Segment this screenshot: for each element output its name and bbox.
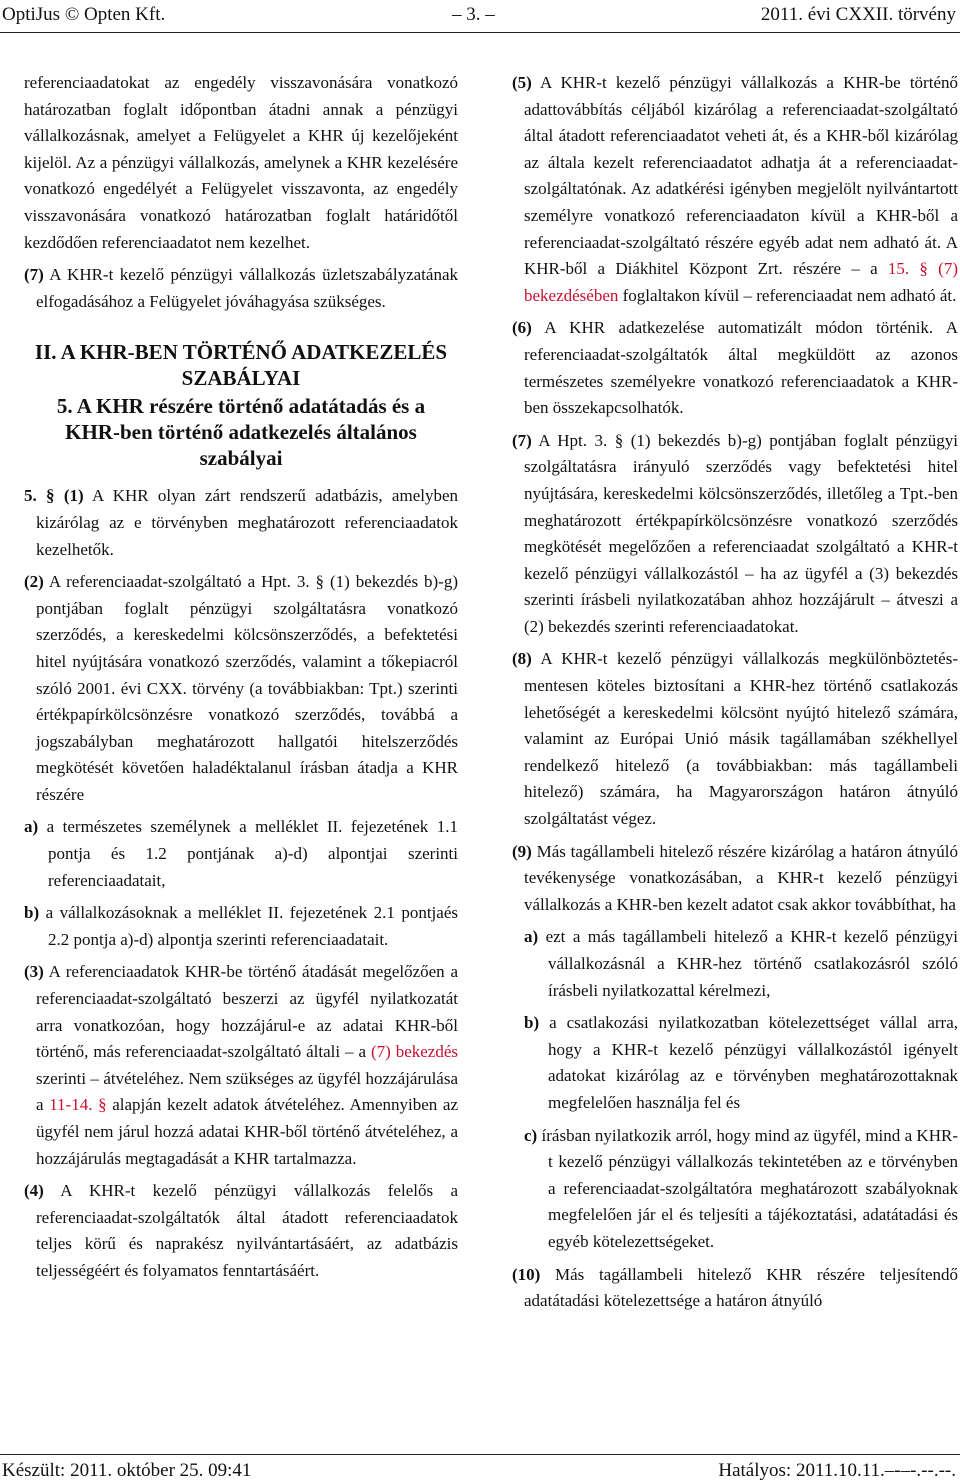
chapter-title — [24, 339, 458, 391]
para-text: A referenciaadatok KHR-be történő átadását megelőzően a referenciaadat-szolgáltató beszerzi az ügyfél nyilatkozatát arra vonatkozóan, hogy hozzájárul-e az adatai KHR-ből történő, más referenciaadat-szolgáltató általi – a — [36, 962, 458, 1062]
section-5-para-1 — [24, 483, 458, 563]
footer-rule — [0, 1454, 960, 1455]
para-text: A referenciaadat-szolgáltató a Hpt. 3. § (1) bekezdés b)-g) pontjában foglalt pénzügyi szolgáltatásra vonatkozó szerződés, a kereskedelmi kölcsönszerződés, a befektetési hitel nyújtására vonatkozó szerződés, valamint a tőkepiacról szóló 2001. évi CXX. törvény (a továbbiakban: Tpt.) szerinti értékpapírkölcsönzésre vonatkozó szerződés, továbbá a jogszabályban meghatározott hallgatói hitelszerződés megkötését követően haladéktalanul írásban átadja a KHR részére — [36, 572, 458, 804]
footer-effective: Hatályos: 2011.10.11.–-–-.--.--. — [718, 1460, 956, 1481]
para-text: Más tagállambeli hitelező részére kizárólag a határon átnyúló tevékenysége vonatkozásában, a KHR-t kezelő pénzügyi vállalkozás a KHR-ben kezelt adatot csak akkor továbbíthat, ha — [524, 841, 958, 914]
point-label: a) — [524, 927, 539, 947]
header-law-title: 2011. évi CXXII. törvény — [760, 4, 956, 25]
point-label: c) — [524, 1125, 538, 1145]
section-5-para-8 — [512, 646, 958, 832]
para-number: (4) — [24, 1181, 44, 1201]
para-number: (5) — [512, 73, 532, 92]
header-publisher: OptiJus © Opten Kft. — [2, 4, 166, 25]
point-text: írásban nyilatkozik arról, hogy mind az ügyfél, mind a KHR-t kezelő pénzügyi vállalkozás tekintetében az e törvényben a referenciaadat-szolgáltatóra meghatározott szabályoknak megfelelően jár el és teljesíti a tájékoztatási, adatátadási és egyéb kötelezettségeket. — [537, 1125, 958, 1251]
chapter-line-2: SZABÁLYAI — [181, 366, 301, 391]
right-column — [512, 70, 958, 1321]
para-text: A KHR-t kezelő pénzügyi vállalkozás a KHR-be történő adattovábbítás céljából kizárólag a referenciaadat-szolgáltató által átadott referenciaadatot veheti át, és a KHR-ből kizárólag az általa kezelt referenciaadatot adhatja át a referenciaadat-szolgáltatónak. Az adatkérési igényben megjelölt nyilvántartott személyre vonatkozó referenciaadaton kívül a KHR-ből a referenciaadat-szolgáltató részére egyéb adat nem adható át. A KHR-ből a Diákhitel Központ Zrt. részére – a — [524, 73, 958, 279]
point-b — [512, 1010, 958, 1116]
header-rule — [0, 32, 960, 33]
section-5-para-3 — [24, 959, 458, 1172]
section-5-para-9 — [512, 839, 958, 919]
para-text: A KHR-t kezelő pénzügyi vállalkozás üzletszabályzatának elfogadásához a Felügyelet jóváhagyása szükséges. — [36, 265, 458, 311]
para-number: (3) — [24, 962, 44, 982]
para-number: (6) — [512, 318, 532, 338]
para-text: Más tagállambeli hitelező KHR részére teljesítendő adatátadási kötelezettsége a határon átnyúló — [524, 1264, 958, 1311]
para-number: (8) — [512, 649, 532, 669]
para-text: A KHR-t kezelő pénzügyi vállalkozás megkülönböztetés-mentesen köteles biztosítani a KHR-hez történő csatlakozás lehetőségét a kereskedelmi kölcsönt nyújtó hitelező számára, valamint az Európai Unió másik tagállamában székhellyel rendelkező hitelező (a továbbiakban: más tagállambeli hitelező) számára, ha Magyarországon határon átnyúló szolgáltatást végez. — [524, 649, 958, 829]
footer-created: Készült: 2011. október 25. 09:41 — [2, 1460, 252, 1481]
point-a — [24, 814, 458, 894]
point-text: ezt a más tagállambeli hitelező a KHR-t kezelő pénzügyi vállalkozásnál a KHR-hez történő csatlakozásról szóló írásbeli nyilatkozattal kérelmezi, — [538, 927, 958, 1000]
chapter-line-1: II. A KHR-BEN TÖRTÉNŐ ADATKEZELÉS — [34, 340, 448, 365]
page-header — [0, 4, 960, 30]
point-c — [512, 1123, 958, 1256]
point-b — [24, 900, 458, 953]
cross-reference-link[interactable]: (7) bekezdés — [370, 1042, 459, 1062]
section-5-para-10 — [512, 1262, 958, 1315]
para-number: (9) — [512, 841, 532, 861]
header-page-number: – 3. – — [452, 4, 495, 25]
para-text: alapján kezelt adatok átvételéhez. Amennyiben az ügyfél nem járul hozzá adatai KHR-ből történő átvételéhez, a hozzájárulás megtagadását a KHR tartalmazza. — [36, 1095, 459, 1168]
point-label: b) — [24, 903, 40, 923]
point-label: a) — [24, 817, 39, 837]
point-text: a természetes személynek a melléklet II. fejezetének 1.1 pontja és 1.2 pontjának a)-d) alpontjai szerinti referenciaadatait, — [38, 817, 458, 890]
para-number: 5. § (1) — [24, 486, 84, 506]
para-text: A Hpt. 3. § (1) bekezdés b)-g) pontjában foglalt pénzügyi szolgáltatásra irányuló szerződés vagy befektetési hitel nyújtására, kereskedelmi kölcsönszerződés, illetőleg a Tpt.-ben meghatározott értékpapírkölcsönzésre vonatkozó szerződés megkötését megelőzően a referenciaadat szolgáltató a KHR-t kezelő pénzügyi vállalkozástól – ha az ügyfél a (3) bekezdés szerinti írásbeli nyilatkozatában ahhoz hozzájárult – átveszi a (2) bekezdés szerinti referenciaadatokat. — [524, 430, 958, 636]
para-number: (7) — [24, 265, 44, 285]
section-title: 5. A KHR részére történő adatátadás és a KHR-ben történő adatkezelés általános szabályai — [56, 394, 426, 471]
cross-reference-link[interactable]: 15. § (7) bekezdésében — [524, 259, 959, 305]
cross-reference-link[interactable]: 11-14. § — [49, 1095, 107, 1115]
paragraph-continuation: referenciaadatokat az engedély visszavonására vonatkozó határozatban foglalt időpontban átadni annak a pénzügyi vállalkozásnak, amelyet a Felügyelet a KHR új kezelőjeként kijelöl. Az a pénzügyi vállalkozás, amelynek a KHR kezelésére vonatkozó engedélyét a Felügyelet visszavonta, az engedély visszavonására vonatkozó határozatban foglalt határidőtől kezdődően referenciaadatot nem kezelhet. — [24, 73, 458, 252]
section-5-para-5 — [512, 70, 958, 309]
para-text: foglaltakon kívül – referenciaadat nem adható át. — [618, 285, 957, 305]
point-label: b) — [524, 1013, 540, 1033]
para-number: (2) — [24, 572, 44, 592]
point-text: a csatlakozási nyilatkozatban kötelezettséget vállal arra, hogy a KHR-t kezelő pénzügyi vállalkozástól igényelt adatokat kizárólag az e törvényben meghatározottaknak megfelelően használja fel és — [539, 1013, 958, 1112]
paragraph-7 — [24, 262, 458, 315]
para-text: szerinti – átvételéhez. Nem szükséges az ügyfél hozzájárulása a — [36, 1068, 458, 1115]
para-text: A KHR-t kezelő pénzügyi vállalkozás felelős a referenciaadat-szolgáltatók által átadott referenciaadatok teljes körű és naprakész nyilvántartásáért, az adatbázis teljességéért és folyamatos fenntartásáért. — [36, 1181, 458, 1280]
para-text: A KHR olyan zárt rendszerű adatbázis, amelyben kizárólag az e törvényben meghatározott referenciaadatok kezelhetők. — [36, 486, 459, 559]
para-number: (10) — [512, 1264, 541, 1284]
section-5-para-7 — [512, 428, 958, 641]
section-5-para-4 — [24, 1178, 458, 1284]
para-text: A KHR adatkezelése automatizált módon történik. A referenciaadat-szolgáltatók által megküldött az azonos természetes személyekre vonatkozó referenciaadatok a KHR-ben összekapcsolhatók. — [524, 318, 958, 418]
point-a — [512, 924, 958, 1004]
para-number: (7) — [512, 430, 532, 450]
left-column — [24, 70, 458, 1291]
section-5-para-6 — [512, 315, 958, 421]
section-5-para-2 — [24, 569, 458, 808]
point-text: a vállalkozásoknak a melléklet II. fejezetének 2.1 pontjaés 2.2 pontja a)-d) alpontja szerinti referenciaadatait. — [39, 903, 458, 949]
